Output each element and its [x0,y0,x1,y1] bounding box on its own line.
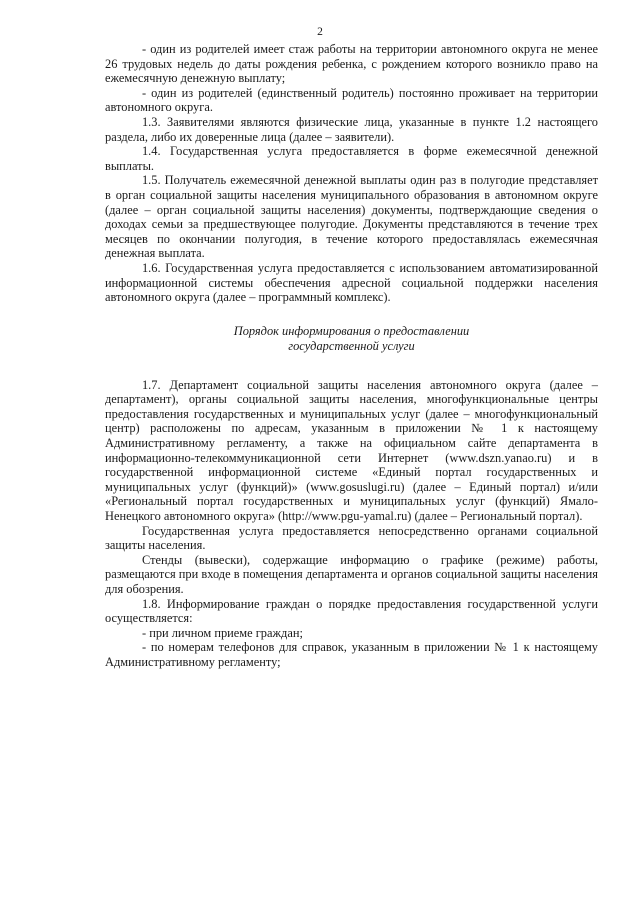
paragraph: 1.6. Государственная услуга предоставляется с использованием автоматизированной информационной системы обеспечения адресной социальной поддержки населения автономного округа (далее – программный комплекс). [105,260,598,305]
paragraph: Стенды (вывески), содержащие информацию о графике (режиме) работы, размещаются при входе в помещения департамента и органов социальной защиты населения для обозрения. [105,552,598,596]
paragraph: - один из родителей (единственный родитель) постоянно проживает на территории автономного округа. [105,85,598,115]
paragraph: - один из родителей имеет стаж работы на территории автономного округа не менее 26 трудовых недель до даты рождения ребенка, с рождением которого возникло право на ежемесячную денежную выплату; [105,42,598,86]
section-heading-line: Порядок информирования о предоставлении [233,323,470,338]
paragraph: 1.4. Государственная услуга предоставляется в форме ежемесячной денежной выплаты. [105,144,598,173]
paragraph: - при личном приеме граждан; [141,625,303,640]
paragraph: 1.3. Заявителями являются физические лица, указанные в пункте 1.2 настоящего раздела, либо их доверенные лица (далее – заявители). [105,114,598,144]
paragraph: 1.8. Информирование граждан о порядке предоставления государственной услуги осуществляется: [105,596,598,626]
section-heading [105,324,598,354]
paragraph: - по номерам телефонов для справок, указанным в приложении № 1 к настоящему Административному регламенту; [105,640,598,669]
document-body [105,42,598,670]
paragraph: 1.7. Департамент социальной защиты населения автономного округа (далее – департамент), органы социальной защиты населения, многофункциональные центры предоставления государственных и муниципальных услуг (далее – многофункциональный центр) расположены по адресам, указанным в приложении № 1 к настоящему Административному регламенту, а также на официальном сайте департамента в информационно-телекоммуникационной сети Интернет (www.dszn.yanao.ru) и в государственной информационной системе «Единый портал государственных и муниципальных услуг (функций)» (www.gosuslugi.ru) (далее – Единый портал) и/или «Региональный портал государственных и муниципальных услуг (функций) Ямало-Ненецкого автономного округа» (http://www.pgu-yamal.ru) (далее – Региональный портал). [105,377,598,524]
paragraph: Государственная услуга предоставляется непосредственно органами социальной защиты населения. [105,523,598,553]
page-number: 2 [317,26,323,38]
section-heading-line: государственной услуги [288,338,415,353]
paragraph: 1.5. Получатель ежемесячной денежной выплаты один раз в полугодие представляет в орган социальной защиты населения муниципального образования в автономном округе (далее – орган социальной защиты населения) документы, подтверждающие сведения о доходах семьи за предшествующее полугодие. Документы представляются в течение трех месяцев по окончании полугодия, в течение которого предоставлялась ежемесячная денежная выплата. [105,173,598,261]
